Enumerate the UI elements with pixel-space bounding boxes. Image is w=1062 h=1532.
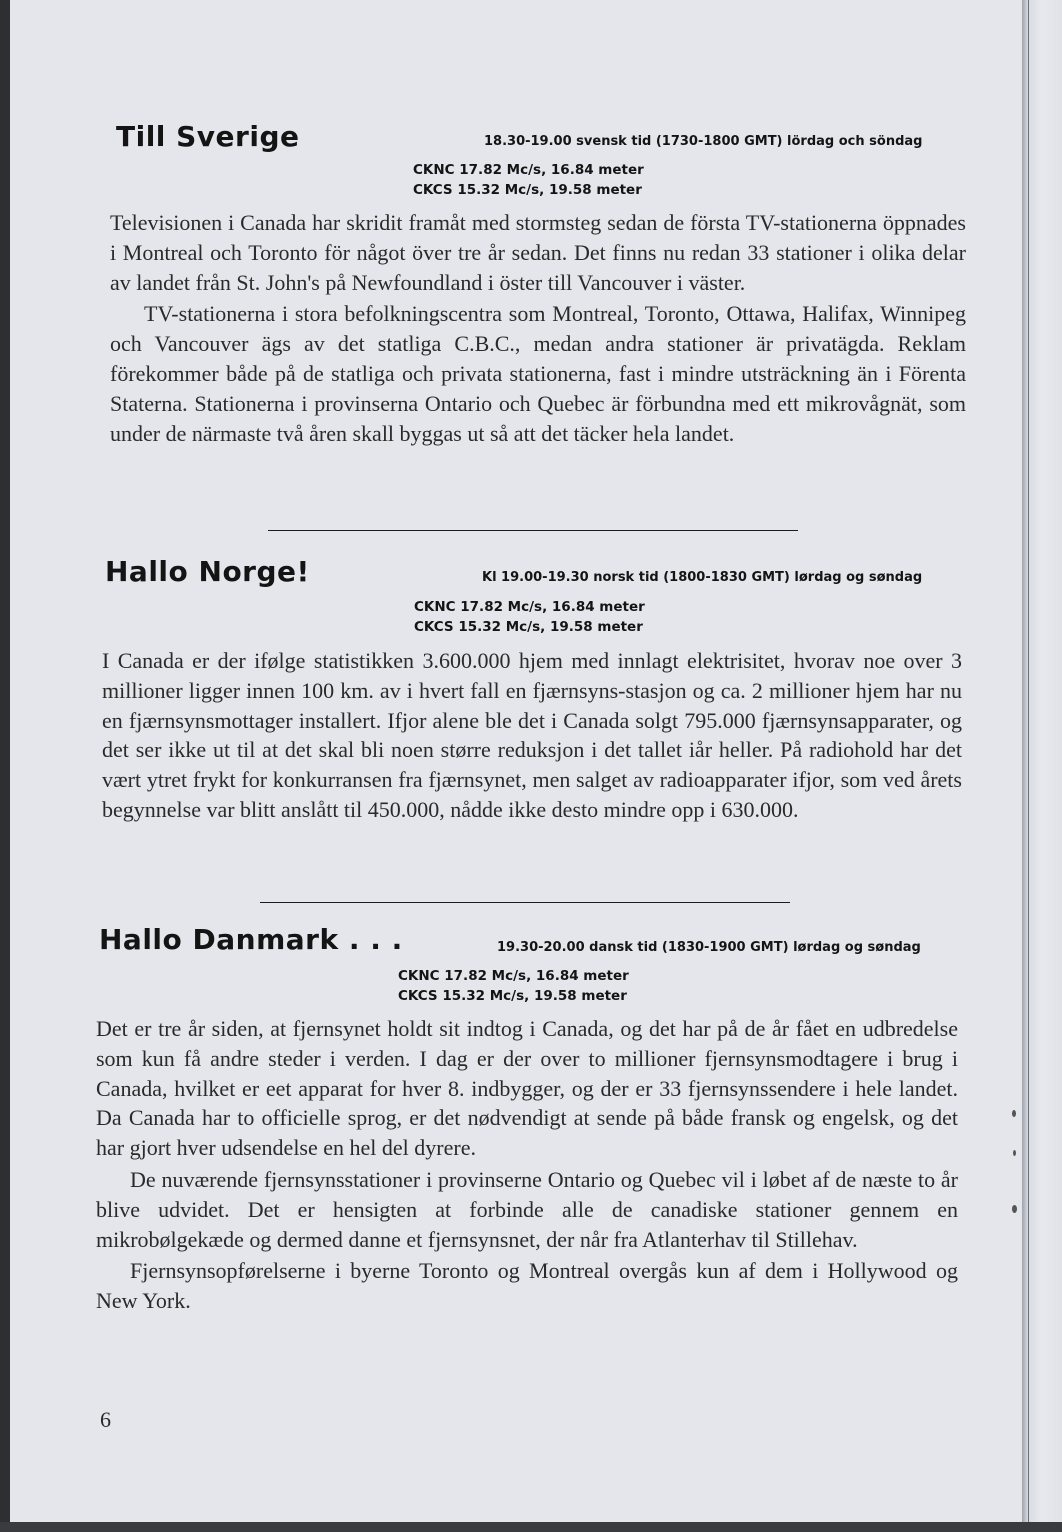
- frequencies-danmark: [398, 966, 629, 1006]
- paragraph: De nuværende fjernsynsstationer i provinserne Ontario og Quebec vil i løbet af de næste to år blive udvidet. Det er hensigten at forbinde alle de canadiske stationer gennem en mikrobølgekæde og dermed danne et fjernsynsnet, der når fra Atlanterhav til Stillehav.: [96, 1166, 958, 1252]
- schedule-norge: Kl 19.00-19.30 norsk tid (1800-1830 GMT) lørdag og søndag: [482, 570, 923, 585]
- section-title-sverige: Till Sverige: [116, 120, 300, 153]
- paragraph: I Canada er der ifølge statistikken 3.600.000 hjem med innlagt elektrisitet, hvorav noe over 3 millioner ligger innen 100 km. av i hvert fall en fjærnsyns-stasjon og ca. 2 millioner hjem har nu en fjærnsynsmottager installert. Ifjor alene ble det i Canada solgt 795.000 fjærnsynsapparater, og det ser ikke ut til at det skal bli noen større reduksjon i det tallet iår heller. På radiohold har det vært ytret frykt for konkurransen fra fjærnsynet, men salget av radioapparater ifjor, som ved årets begynnelse var blitt anslått til 450.000, nådde ikke desto mindre opp i 630.000.: [102, 648, 962, 822]
- station-ckcs: CKCS 15.32 Mc/s, 19.58 meter: [414, 619, 643, 635]
- page-binding-edge: [1022, 0, 1062, 1532]
- section-title-danmark: Hallo Danmark . . .: [99, 923, 403, 956]
- section-divider: [268, 530, 798, 531]
- print-speck: [1012, 1110, 1016, 1117]
- paragraph: Det er tre år siden, at fjernsynet holdt sit indtog i Canada, og det har på de år fået en udbredelse som kun få andre steder i verden. I dag er der over to millioner fjernsynsmodtagere i brug i Canada, hvilket er eet apparat for hver 8. indbygger, og der er 33 fjernsynssendere i hele landet. Da Canada har to officielle sprog, er det nødvendigt at sende på både fransk og engelsk, og det har gjort hver udsendelse en hel del dyrere.: [96, 1016, 958, 1161]
- paragraph: Televisionen i Canada har skridit framåt med stormsteg sedan de första TV-stationerna öppnades i Montreal och Toronto för något över tre år sedan. Det finns nu redan 33 stationer i olika delar av landet från St. John's på Newfoundland i öster till Vancouver i väster.: [110, 210, 966, 295]
- page-number: 6: [100, 1407, 111, 1432]
- station-ckcs: CKCS 15.32 Mc/s, 19.58 meter: [413, 182, 642, 198]
- station-cknc: CKNC 17.82 Mc/s, 16.84 meter: [398, 968, 629, 984]
- section-divider: [260, 902, 790, 903]
- scan-bottom-edge: [0, 1522, 1062, 1532]
- paragraph: Fjernsynsopførelserne i byerne Toronto og Montreal overgås kun af dem i Hollywood og New York.: [96, 1258, 958, 1314]
- station-cknc: CKNC 17.82 Mc/s, 16.84 meter: [413, 162, 644, 178]
- print-speck: [1012, 1205, 1017, 1213]
- station-cknc: CKNC 17.82 Mc/s, 16.84 meter: [414, 599, 645, 615]
- document-page: [10, 0, 1022, 1522]
- frequencies-sverige: [413, 160, 644, 200]
- schedule-sverige: 18.30-19.00 svensk tid (1730-1800 GMT) lördag och söndag: [484, 134, 923, 149]
- body-sverige: [110, 208, 966, 448]
- paragraph: TV-stationerna i stora befolkningscentra som Montreal, Toronto, Ottawa, Halifax, Winnipeg och Vancouver ägs av det statliga C.B.C., medan andra stationer är privatägda. Reklam förekommer både på de statliga och privata stationerna, fast i mindre utsträckning än i Förenta Staterna. Stationerna i provinserna Ontario och Quebec är förbundna med ett mikrovågnät, som under de närmaste två åren skall byggas ut så att det täcker hela landet.: [110, 301, 966, 446]
- station-ckcs: CKCS 15.32 Mc/s, 19.58 meter: [398, 988, 627, 1004]
- body-danmark: [96, 1014, 958, 1316]
- section-title-norge: Hallo Norge!: [105, 555, 310, 588]
- print-speck: [1013, 1150, 1016, 1156]
- schedule-danmark: 19.30-20.00 dansk tid (1830-1900 GMT) lørdag og søndag: [497, 940, 921, 955]
- body-norge: [102, 646, 962, 825]
- frequencies-norge: [414, 597, 645, 637]
